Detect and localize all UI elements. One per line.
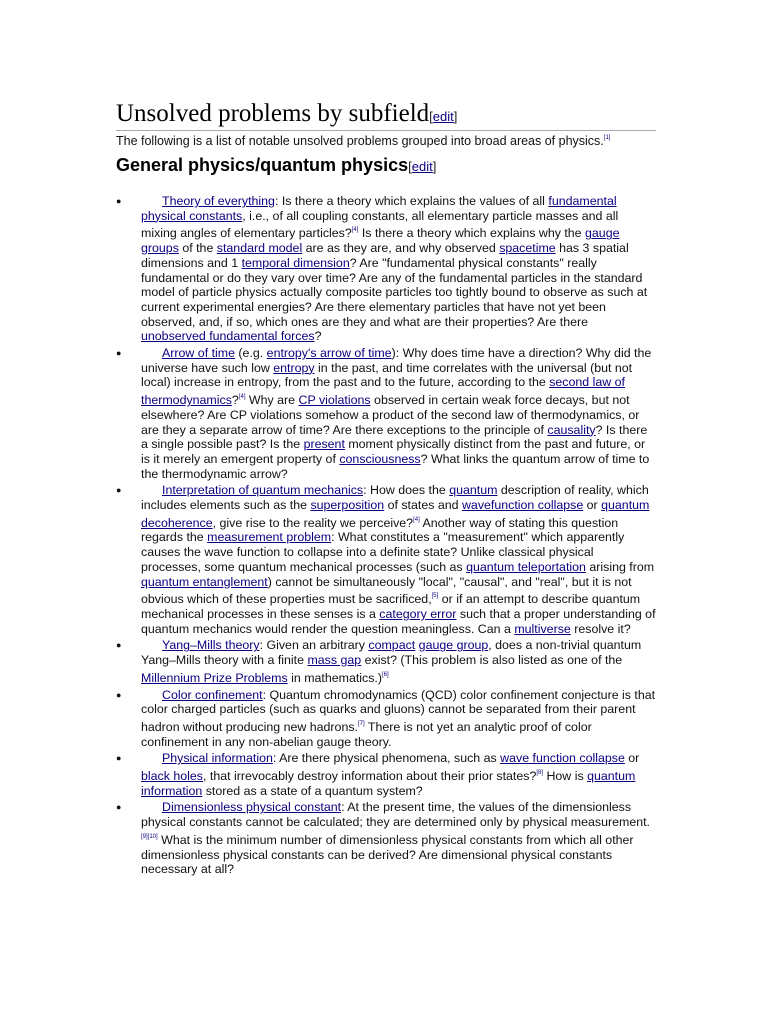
wiki-link[interactable]: Physical information: [162, 751, 273, 766]
item-text: How is: [543, 769, 588, 784]
bullet-icon: ●: [116, 348, 122, 359]
wiki-link[interactable]: Arrow of time: [162, 346, 235, 361]
subsection-title: General physics/quantum physics: [116, 155, 409, 175]
item-text: What is the minimum number of dimensionless physical constants from which all other dimensionless physical constants can be derived? Are dimensional physical constants necessary at all?: [141, 832, 634, 877]
list-item: [116, 688, 656, 750]
wiki-link[interactable]: measurement problem: [207, 530, 332, 545]
wiki-link[interactable]: Theory of everything: [162, 194, 275, 208]
section-heading: [116, 100, 656, 131]
wiki-link[interactable]: CP violations: [298, 393, 371, 408]
list-item: [116, 751, 656, 798]
item-text: are as they are, and why observed: [302, 241, 500, 256]
wiki-link[interactable]: gauge group: [418, 638, 489, 653]
wiki-link[interactable]: Interpretation of quantum mechanics: [162, 483, 364, 498]
section-edit-link[interactable]: edit: [432, 109, 454, 124]
wiki-link[interactable]: quantum information: [141, 769, 636, 798]
item-text: ): Why does time have a direction? Why did the universe have such low: [141, 346, 652, 375]
reference-link[interactable]: [6]: [382, 671, 389, 678]
item-text: ? Are "fundamental physical constants" really fundamental or do they vary over time? Are any of the fundamental particles in the standard model of particle physics actually composite particles too tightly bound to observe as such at current experimental energies? Are there elementary particles that have not yet been observed, and, if so, which ones are they and what are their properties? Are there: [141, 255, 648, 329]
item-text: Why are: [245, 393, 299, 408]
wiki-link[interactable]: spacetime: [499, 241, 556, 256]
item-text: , that irrevocably destroy information about their prior states?: [203, 769, 537, 784]
wiki-link[interactable]: entropy's arrow of time: [266, 346, 392, 361]
subsection-edit: [edit]: [408, 159, 437, 174]
bullet-icon: ●: [116, 689, 122, 700]
subsection-heading: [116, 155, 436, 176]
item-text: : Is there a theory which explains the values of all: [274, 194, 549, 208]
reference-link[interactable]: [9][10]: [141, 833, 158, 840]
item-text: (e.g.: [234, 346, 267, 361]
item-text: ?: [314, 329, 322, 344]
item-text: has 3 spatial dimensions and 1: [141, 241, 629, 270]
item-text: arising from: [585, 559, 655, 574]
wiki-link[interactable]: gauge groups: [141, 226, 620, 256]
item-text: : Given an arbitrary: [259, 638, 369, 653]
item-text: exist? (This problem is also listed as one of the: [361, 653, 623, 668]
item-text: : Are there physical phenomena, such as: [272, 751, 501, 766]
wiki-link[interactable]: present: [303, 437, 345, 452]
wiki-link[interactable]: category error: [379, 606, 457, 621]
item-text: There is not yet an analytic proof of color confinement in any non-abelian gauge theory.: [141, 719, 592, 749]
wiki-link[interactable]: Color confinement: [162, 687, 263, 702]
bullet-icon: ●: [116, 753, 122, 764]
reference-link[interactable]: [4]: [238, 394, 246, 401]
reference-link[interactable]: [4]: [413, 516, 420, 523]
wiki-link[interactable]: quantum: [449, 483, 498, 498]
item-text: of the: [178, 241, 217, 256]
item-text: or: [624, 751, 640, 766]
wiki-link[interactable]: quantum entanglement: [141, 574, 268, 589]
wiki-link[interactable]: entropy: [273, 360, 315, 375]
item-text: , give rise to the reality we perceive?: [212, 515, 414, 530]
bullet-icon: ●: [116, 196, 122, 206]
wiki-link[interactable]: unobserved fundamental forces: [141, 329, 315, 344]
reference-link[interactable]: [5]: [431, 593, 439, 600]
item-text: resolve it?: [570, 621, 631, 636]
item-text: or if an attempt to describe quantum mechanical processes in these senses is a: [141, 592, 641, 621]
wiki-link[interactable]: superposition: [310, 498, 385, 513]
wiki-link[interactable]: second law of thermodynamics: [141, 375, 625, 408]
item-text: Is there a theory which explains why the: [358, 226, 586, 241]
intro-paragraph: [116, 134, 610, 148]
wiki-link[interactable]: compact: [368, 638, 416, 653]
list-item: [116, 638, 656, 685]
wiki-link[interactable]: wavefunction collapse: [461, 498, 584, 513]
item-text: ?: [231, 393, 239, 408]
list-item: [116, 346, 656, 481]
wiki-link[interactable]: causality: [547, 422, 596, 437]
item-text: such that a proper understanding of quantum mechanics would render the question meaningless. Can a: [141, 606, 656, 636]
wiki-link[interactable]: consciousness: [339, 451, 421, 466]
intro-text: The following is a list of notable unsolved problems grouped into broad areas of physics.: [116, 134, 604, 148]
item-text: : What constitutes a "measurement" which apparently causes the wave function to collapse into a definite state? Unlike classical physical processes, some quantum mechanical processes (such as: [141, 530, 625, 574]
item-text: of states and: [384, 498, 462, 513]
wiki-link[interactable]: standard model: [216, 241, 303, 256]
wiki-link[interactable]: Yang–Mills theory: [162, 638, 260, 653]
list-item: [116, 800, 656, 877]
problem-list: [116, 194, 656, 879]
wiki-link[interactable]: Dimensionless physical constant: [162, 800, 342, 815]
item-text: description of reality, which includes elements such as the: [141, 483, 649, 513]
item-text: ? Is there a single possible past? Is the: [141, 422, 648, 452]
item-text: in the past, and time correlates with the universal (but not local) increase in entropy, from the past and to the future, according to the: [141, 360, 633, 390]
wiki-link[interactable]: Millennium Prize Problems: [141, 670, 288, 685]
item-text: ? What links the quantum arrow of time to the thermodynamic arrow?: [141, 451, 650, 481]
section-title: Unsolved problems by subfield: [116, 100, 430, 127]
wiki-link[interactable]: quantum decoherence: [141, 498, 650, 530]
list-item: [116, 483, 656, 636]
item-text: : At the present time, the values of the dimensionless physical constants cannot be calculated; they are determined only by physical measurement.: [141, 800, 650, 830]
reference-link[interactable]: [7]: [357, 720, 365, 727]
wiki-link[interactable]: quantum teleportation: [466, 559, 586, 574]
item-text: stored as a state of a quantum system?: [202, 783, 423, 798]
item-text: Another way of stating this question regards the: [141, 515, 619, 545]
item-text: in mathematics.): [287, 670, 383, 685]
item-text: : How does the: [363, 483, 450, 498]
reference-link[interactable]: [8]: [536, 770, 544, 777]
wiki-link[interactable]: black holes: [141, 769, 203, 784]
wiki-link[interactable]: wave function collapse: [500, 751, 625, 766]
item-text: , i.e., of all coupling constants, all elementary particle masses and all mixing angles of elementary particles?: [141, 208, 619, 241]
item-text: ) cannot be simultaneously "local", "causal", and "real", but it is not obvious which of these properties must be sacrificed,: [141, 574, 632, 607]
item-text: moment physically distinct from the past and future, or is it merely an emergent property of: [141, 437, 646, 466]
item-text: or: [583, 498, 602, 513]
intro-ref[interactable]: [1]: [603, 135, 611, 141]
wiki-link[interactable]: temporal dimension: [241, 255, 350, 270]
wiki-link[interactable]: mass gap: [307, 653, 362, 668]
section-edit: [edit]: [429, 109, 458, 124]
item-text: , does a non-trivial quantum Yang–Mills theory with a finite: [141, 638, 642, 668]
wiki-link[interactable]: multiverse: [514, 621, 571, 636]
reference-link[interactable]: [4]: [351, 227, 359, 234]
item-text: : Quantum chromodynamics (QCD) color confinement conjecture is that color charged particles (such as quarks and gluons) cannot be separated from their parent hadron without producing new hadrons.: [141, 687, 656, 734]
bullet-icon: ●: [116, 802, 122, 813]
subsection-edit-link[interactable]: edit: [411, 159, 433, 174]
list-item: [116, 194, 656, 344]
bullet-icon: ●: [116, 640, 122, 651]
item-text: observed in certain weak force decays, but not elsewhere? Are CP violations somehow a product of the second law of thermodynamics, or are they a separate arrow of time? Are there exceptions to the principle of: [141, 393, 640, 437]
bullet-icon: ●: [116, 485, 122, 496]
wiki-link[interactable]: fundamental physical constants: [141, 194, 617, 223]
